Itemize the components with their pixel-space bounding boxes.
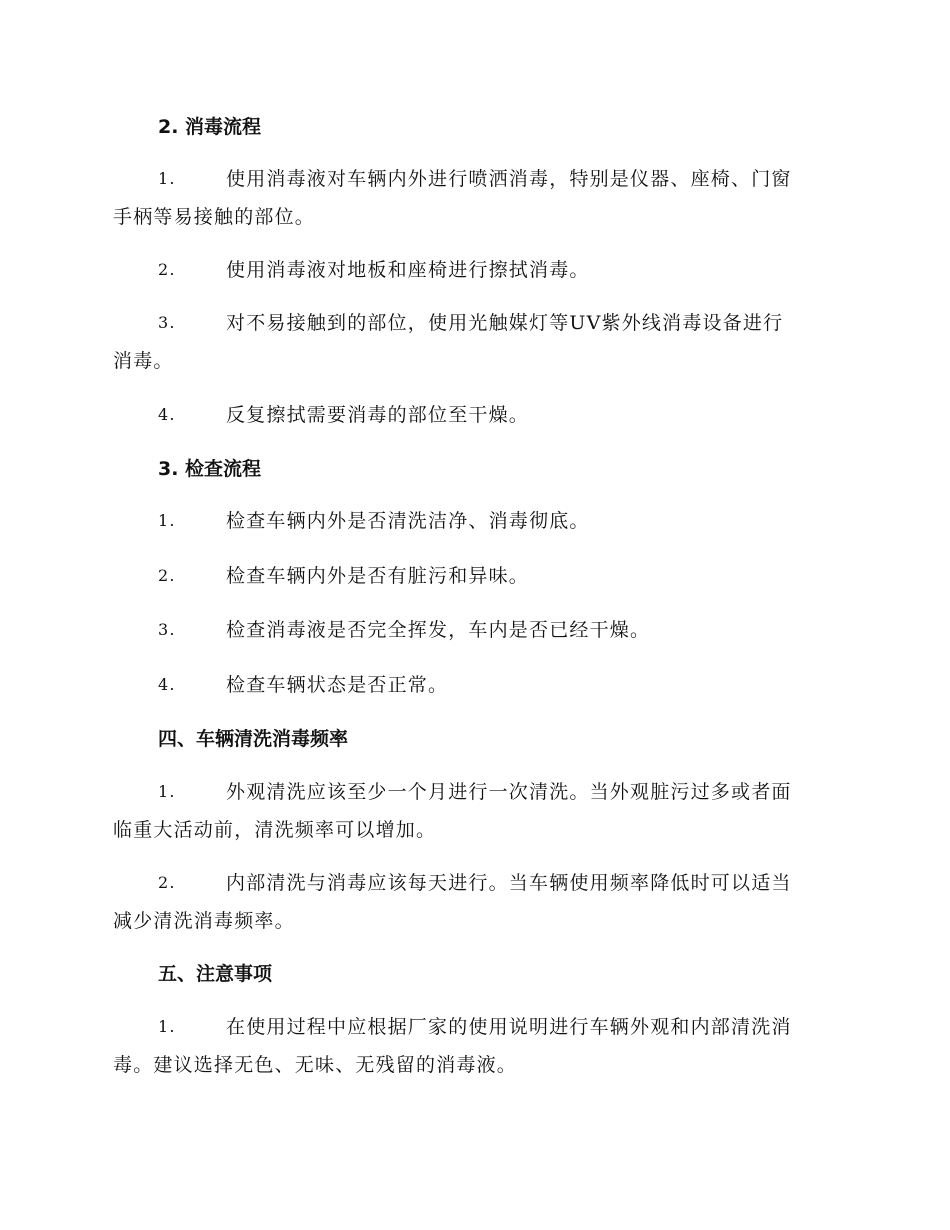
item-text-continued: 毒。建议选择无色、无味、无残留的消毒液。 xyxy=(113,1054,518,1076)
item-text: 内部清洗与消毒应该每天进行。当车辆使用频率降低时可以适当 xyxy=(226,872,792,894)
item-text: 检查消毒液是否完全挥发，车内是否已经干燥。 xyxy=(226,619,651,641)
list-item xyxy=(113,396,833,434)
item-number: 1. xyxy=(158,782,176,801)
item-text-continued: 手柄等易接触的部位。 xyxy=(113,206,316,228)
item-number: 2. xyxy=(158,260,176,279)
section-heading-notes: 五、注意事项 xyxy=(158,963,273,985)
list-item xyxy=(113,773,833,849)
item-number: 3. xyxy=(158,620,176,639)
list-item xyxy=(113,864,833,940)
item-text: 检查车辆状态是否正常。 xyxy=(226,674,449,696)
list-item xyxy=(113,502,833,540)
list-item xyxy=(113,557,833,595)
item-text: 检查车辆内外是否有脏污和异味。 xyxy=(226,565,530,587)
item-text: 使用消毒液对地板和座椅进行擦拭消毒。 xyxy=(226,259,590,281)
item-number: 3. xyxy=(158,313,176,332)
item-number: 2. xyxy=(158,873,176,892)
section-heading-inspection: 3. 检查流程 xyxy=(158,458,262,480)
section-heading-disinfection: 2. 消毒流程 xyxy=(158,116,262,138)
item-number: 4. xyxy=(158,675,176,694)
item-text-continued: 减少清洗消毒频率。 xyxy=(113,910,295,932)
list-item xyxy=(113,1008,833,1084)
list-item xyxy=(113,611,833,649)
item-number: 1. xyxy=(158,169,176,188)
item-text: 反复擦拭需要消毒的部位至干燥。 xyxy=(226,404,530,426)
item-text: 在使用过程中应根据厂家的使用说明进行车辆外观和内部清洗消 xyxy=(226,1016,792,1038)
item-number: 4. xyxy=(158,405,176,424)
list-item xyxy=(113,666,833,704)
item-text: 检查车辆内外是否清洗洁净、消毒彻底。 xyxy=(226,510,590,532)
list-item xyxy=(113,251,833,289)
item-number: 1. xyxy=(158,1017,176,1036)
section-heading-frequency: 四、车辆清洗消毒频率 xyxy=(158,728,349,750)
item-number: 1. xyxy=(158,511,176,530)
list-item xyxy=(113,304,833,380)
item-text: 外观清洗应该至少一个月进行一次清洗。当外观脏污过多或者面 xyxy=(226,781,792,803)
item-text: 使用消毒液对车辆内外进行喷洒消毒，特别是仪器、座椅、门窗 xyxy=(226,168,792,190)
item-text: 对不易接触到的部位，使用光触媒灯等UV紫外线消毒设备进行 xyxy=(226,312,784,334)
list-item xyxy=(113,160,833,236)
item-text-continued: 消毒。 xyxy=(113,350,174,372)
item-text-continued: 临重大活动前，清洗频率可以增加。 xyxy=(113,819,437,841)
item-number: 2. xyxy=(158,566,176,585)
